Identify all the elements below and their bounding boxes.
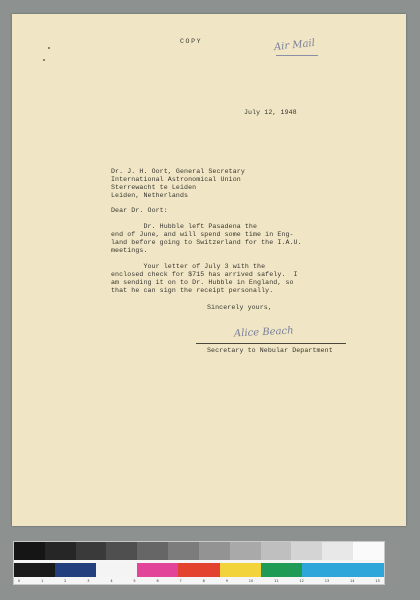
signature-line xyxy=(196,343,346,344)
scale-mark: 11 xyxy=(274,578,279,583)
grey-patch xyxy=(230,542,261,560)
scale-mark: 7 xyxy=(179,578,182,583)
scale-mark: 9 xyxy=(225,578,228,583)
scale-mark: 15 xyxy=(375,578,380,583)
scale-mark: 4 xyxy=(110,578,113,583)
grey-patch xyxy=(137,542,168,560)
letter-page xyxy=(12,14,406,526)
color-calibration-target xyxy=(13,541,385,585)
color-patch xyxy=(96,563,137,577)
paper-speck xyxy=(48,47,50,49)
scale-mark: 13 xyxy=(324,578,330,583)
grey-patch xyxy=(106,542,137,560)
air-mail-note: Air Mail xyxy=(273,37,316,54)
grey-scale-row xyxy=(14,542,384,560)
recipient-line: Sterrewacht te Leiden xyxy=(111,184,197,191)
grey-patch xyxy=(14,542,45,560)
signer-title: Secretary to Nebular Department xyxy=(207,347,333,354)
ruler-scale xyxy=(14,577,384,584)
grey-patch xyxy=(168,542,199,560)
grey-patch xyxy=(45,542,76,560)
color-patch xyxy=(14,563,55,577)
grey-patch xyxy=(291,542,322,560)
body-line: that he can sign the receipt personally. xyxy=(111,287,274,294)
color-patch xyxy=(55,563,96,577)
color-patch xyxy=(343,563,384,577)
grey-patch xyxy=(261,542,292,560)
letter-date: July 12, 1948 xyxy=(244,109,297,116)
scale-mark: 8 xyxy=(202,578,205,583)
scale-mark: 1 xyxy=(41,578,44,583)
body-line: end of June, and will spend some time in Eng- xyxy=(111,231,294,238)
scale-mark: 6 xyxy=(156,578,159,583)
scale-mark: 0 xyxy=(18,578,21,583)
color-patch xyxy=(261,563,302,577)
scale-mark: 3 xyxy=(87,578,90,583)
body-line: meetings. xyxy=(111,247,148,254)
color-patch-row xyxy=(14,563,384,577)
copy-header: COPY xyxy=(180,38,203,45)
paper-speck xyxy=(43,59,45,61)
body-line: Your letter of July 3 with the xyxy=(111,263,266,270)
body-line: Dr. Hubble left Pasadena the xyxy=(111,223,258,230)
recipient-line: International Astronomical Union xyxy=(111,176,241,183)
salutation: Dear Dr. Oort: xyxy=(111,207,168,214)
grey-patch xyxy=(199,542,230,560)
scale-mark: 10 xyxy=(248,578,254,583)
color-patch xyxy=(220,563,261,577)
body-line: am sending it on to Dr. Hubble in England, so xyxy=(111,279,294,286)
recipient-line: Dr. J. H. Oort, General Secretary xyxy=(111,168,245,175)
body-line: land before going to Switzerland for the I.A.U. xyxy=(111,239,302,246)
color-patch xyxy=(302,563,343,577)
color-patch xyxy=(137,563,178,577)
grey-patch xyxy=(353,542,384,560)
scale-mark: 12 xyxy=(299,578,304,583)
color-patch xyxy=(178,563,219,577)
air-mail-underline xyxy=(276,55,318,56)
closing: Sincerely yours, xyxy=(207,304,272,311)
grey-patch xyxy=(76,542,107,560)
scale-mark: 5 xyxy=(133,578,136,583)
grey-patch xyxy=(322,542,353,560)
body-line: enclosed check for $715 has arrived safely. I xyxy=(111,271,298,278)
recipient-line: Leiden, Netherlands xyxy=(111,192,189,199)
scale-mark: 2 xyxy=(64,578,67,583)
signature: Alice Beach xyxy=(233,325,294,340)
scale-mark: 14 xyxy=(350,578,355,583)
